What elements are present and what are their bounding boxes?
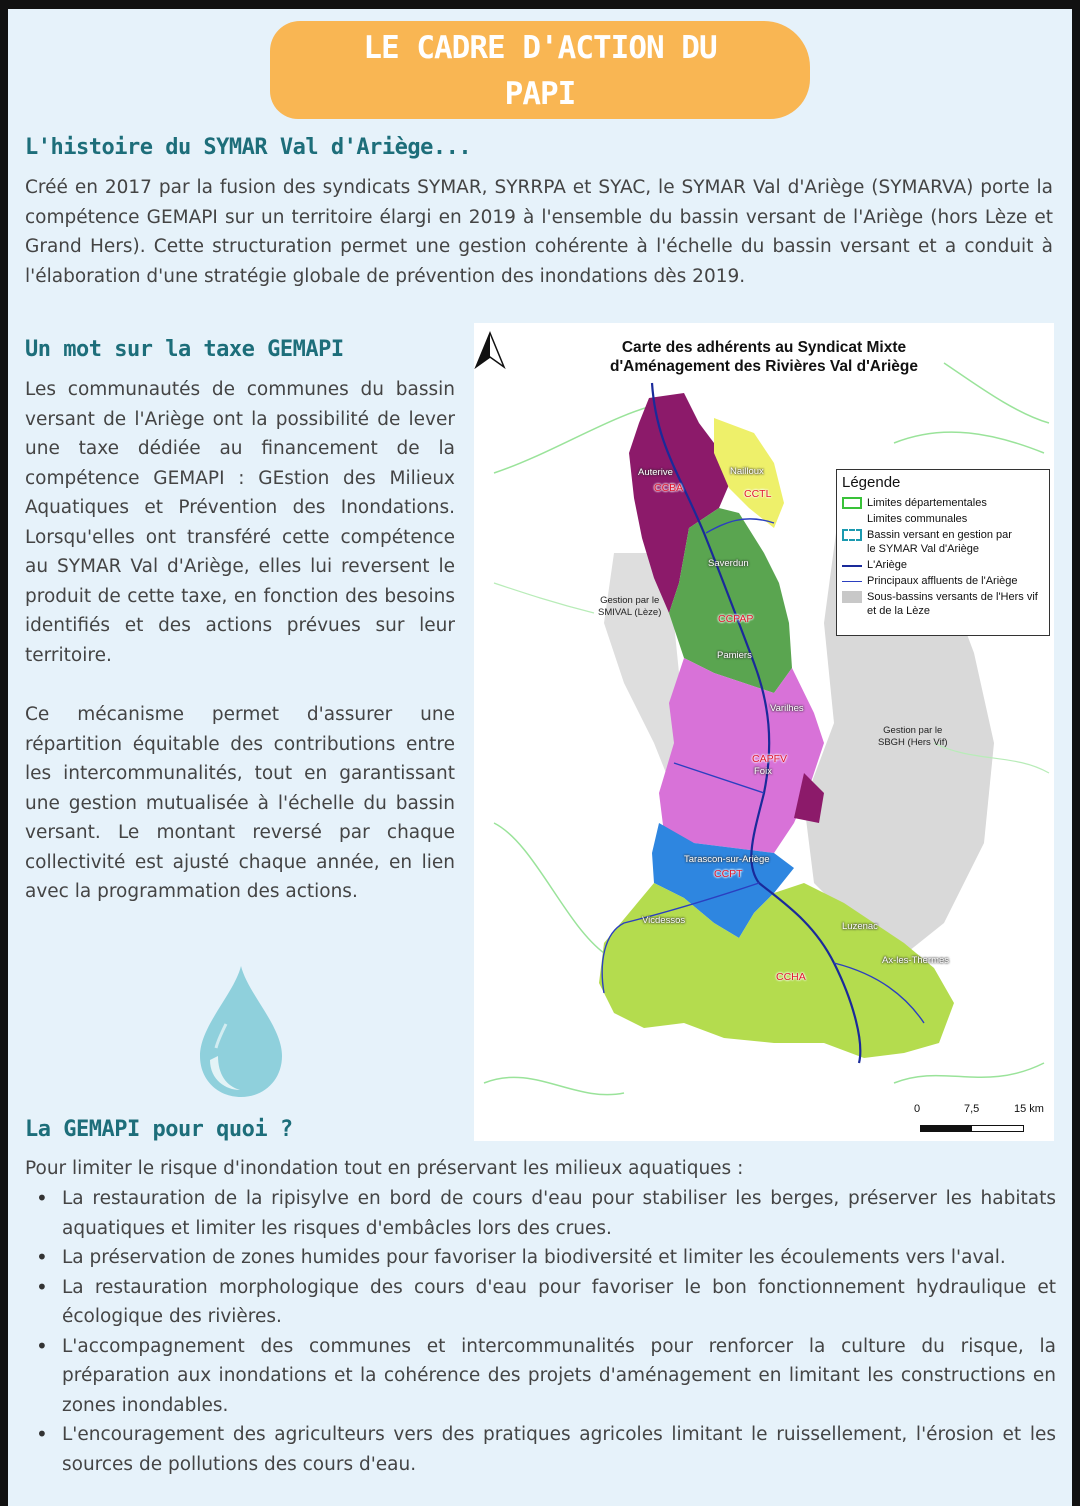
town-label-luzenac: Luzenac: [842, 921, 878, 932]
code-label-ccba: CCBA: [654, 482, 684, 494]
note-smival-line-1: Gestion par le: [600, 595, 660, 606]
legend-swatch-communes: [842, 513, 862, 525]
town-label-tarascon: Tarascon-sur-Ariège: [684, 854, 770, 865]
scale-label-7-5: 7,5: [964, 1103, 980, 1115]
scale-label-15: 15 km: [1014, 1103, 1044, 1115]
legend-title: Légende: [842, 474, 901, 491]
banner-line-2: PAPI: [504, 76, 576, 112]
map-title-line-1: Carte des adhérents au Syndicat Mixte: [621, 339, 907, 356]
note-smival: [598, 595, 661, 619]
water-drop-icon: [196, 964, 286, 1099]
legend-item-sous-bassins-cont: [842, 603, 1044, 619]
histoire-paragraph: Créé en 2017 par la fusion des syndicats SYMAR, SYRRPA et SYAC, le SYMAR Val d'Ariège (SYMARVA) porte la compétence GEMAPI sur un territoire élargi en 2019 à l'ensemble du bassin versant de l'Ariège (hors Lèze et Grand Hers). Cette structuration permet une gestion cohérente à l'échelle du bassin versant et a conduit à l'élaboration d'une stratégie globale de prévention des inondations dès 2019.: [25, 177, 1053, 287]
legend-item-affluents: [842, 573, 1044, 589]
pourquoi-intro: Pour limiter le risque d'inondation tout en préservant les milieux aquatiques :: [25, 1158, 744, 1179]
taxe-paragraph-1: Les communautés de communes du bassin versant de l'Ariège ont la possibilité de lever une taxe dédiée au financement de la compétence GEMAPI : GEstion des Milieux Aquatiques et Prévention des Inondations. Lorsqu'elles ont transféré cette compétence au SYMAR Val d'Ariège, elles lui reversent le produit de cette taxe, en fonction des besoins identifiés et des actions prévues sur leur territoire.: [25, 379, 455, 666]
scale-bar: [920, 1125, 1024, 1132]
legend-item-communes: [842, 511, 1044, 527]
code-label-capfv: CAPFV: [752, 753, 788, 765]
map-title: [574, 338, 954, 376]
legend-item-bassin-cont: [842, 541, 1044, 557]
note-smival-line-2: SMIVAL (Lèze): [598, 607, 662, 618]
legend-label-communes: Limites communales: [867, 513, 968, 525]
legend-label-bassin: Bassin versant en gestion par: [867, 529, 1012, 541]
note-sbgh-line-2: SBGH (Hers Vif): [878, 737, 948, 748]
map-title-line-2: d'Aménagement des Rivières Val d'Ariège: [609, 358, 919, 375]
legend-item-ariege: [842, 557, 1044, 573]
title-banner: [270, 21, 810, 119]
taxe-paragraph-2: Ce mécanisme permet d'assurer une répartition équitable des contributions entre les intercommunalités, tout en garantissant une gestion mutualisée à l'échelle du bassin versant. Le montant reversé par chaque collectivité est ajusté chaque année, en lien avec la programmation des actions.: [25, 704, 455, 902]
legend-label-affluents: Principaux affluents de l'Ariège: [867, 575, 1018, 587]
scale-label-0: 0: [914, 1103, 921, 1115]
symar-map: [474, 323, 1054, 1141]
legend-swatch-departements: [842, 497, 862, 509]
code-label-ccpap: CCPAP: [718, 613, 754, 625]
town-label-foix: Foix: [754, 766, 772, 777]
legend-swatch-ariege: [842, 565, 862, 567]
pourquoi-heading: La GEMAPI pour quoi ?: [25, 1117, 293, 1142]
note-sbgh-line-1: Gestion par le: [883, 725, 943, 736]
legend-swatch-affluents: [842, 581, 862, 582]
document-page: [8, 9, 1072, 1506]
town-label-saverdun: Saverdun: [708, 558, 749, 569]
town-label-nailloux: Nailloux: [730, 466, 764, 477]
town-label-vicdessos: Vicdessos: [642, 915, 686, 926]
taxe-heading: Un mot sur la taxe GEMAPI: [25, 337, 344, 362]
legend-label-sous-bassins-cont: et de la Lèze: [867, 605, 930, 617]
legend-label-departements: Limites départementales: [867, 497, 987, 509]
map-legend: [836, 469, 1050, 636]
list-item: • La préservation de zones humides pour favoriser la biodiversité et limiter les écoulements vers l'aval.: [36, 1243, 1056, 1273]
banner-line-1: LE CADRE D'ACTION DU: [363, 30, 717, 66]
legend-swatch-sous-bassins: [842, 591, 862, 603]
code-label-ccpt: CCPT: [714, 868, 743, 880]
code-label-ccha: CCHA: [776, 971, 806, 983]
legend-label-sous-bassins: Sous-bassins versants de l'Hers vif: [867, 591, 1038, 603]
note-sbgh: [878, 725, 948, 749]
town-label-varilhes: Varilhes: [770, 703, 804, 714]
legend-label-bassin-cont: le SYMAR Val d'Ariège: [867, 543, 979, 555]
town-label-ax: Ax-les-Thermes: [882, 955, 950, 966]
histoire-heading: L'histoire du SYMAR Val d'Ariège...: [25, 135, 472, 160]
list-item: • L'encouragement des agriculteurs vers des pratiques agricoles limitant le ruissellement, l'érosion et les sources de pollutions des cours d'eau.: [36, 1420, 1056, 1479]
list-item: • La restauration de la ripisylve en bord de cours d'eau pour stabiliser les berges, préserver les habitats aquatiques et limiter les risques d'embâcles lors des crues.: [36, 1184, 1056, 1243]
town-label-pamiers: Pamiers: [717, 650, 752, 661]
actions-list: [36, 1184, 1056, 1479]
legend-label-ariege: L'Ariège: [867, 559, 908, 571]
list-item: • L'accompagnement des communes et intercommunalités pour renforcer la culture du risque, la préparation aux inondations et la cohérence des projets d'aménagement en limitant les constructions en zones inondables.: [36, 1332, 1056, 1421]
list-item: • La restauration morphologique des cours d'eau pour favoriser le bon fonctionnement hydraulique et écologique des rivières.: [36, 1273, 1056, 1332]
legend-item-departements: [842, 495, 1044, 511]
code-label-cctl: CCTL: [744, 488, 772, 500]
town-label-auterive: Auterive: [638, 467, 673, 478]
legend-swatch-bassin: [842, 529, 862, 541]
map-drawing: [474, 323, 1054, 1141]
